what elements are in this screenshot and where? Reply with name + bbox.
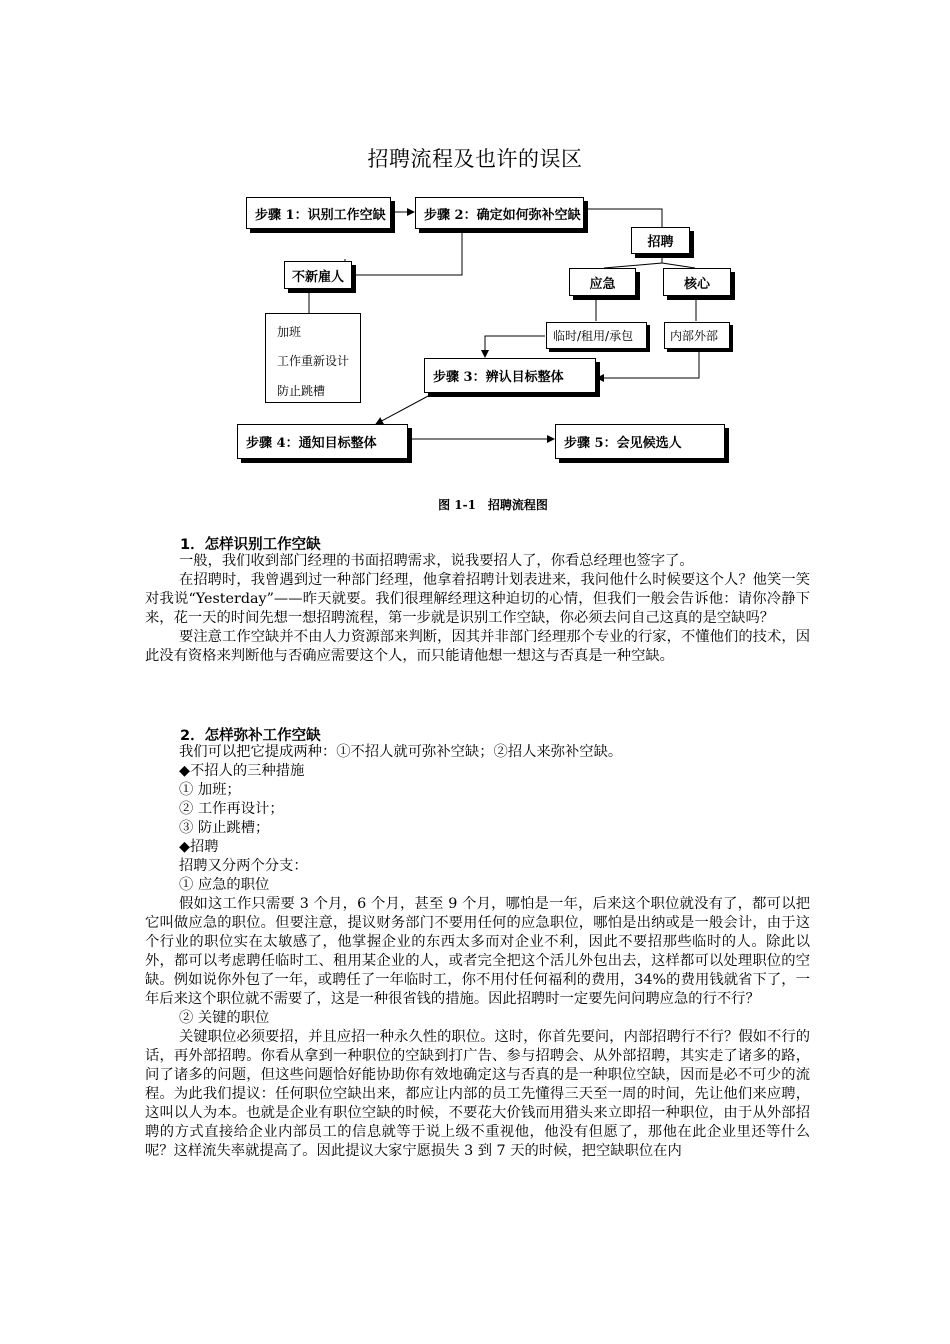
section2-line: ① 加班；	[179, 782, 241, 798]
section1-body	[145, 552, 810, 666]
arrow-emergency-sub-to-step3	[485, 336, 545, 357]
no-hire-options-list	[265, 313, 361, 403]
core-sub-box: 内部外部	[664, 322, 730, 349]
section2-body	[145, 743, 810, 1161]
section1-heading: 1．怎样识别工作空缺	[180, 537, 321, 553]
section2-paragraph-emergency: 假如这工作只需要 3 个月，6 个月，甚至 9 个月，哪怕是一年，后来这个职位就没有了，都可以把它叫做应急的职位。但要注意，提议财务部门不要用任何的应急职位，哪怕是出纳或是一般会计，由于这个行业的职位实在太敏感了，他掌握企业的东西太多而对企业不利，因此不要招那些临时的人。除此以外，都可以考虑聘任临时工、租用某企业的人，或者完全把这个活儿外包出去，这样都可以处理职位的空缺。例如说你外包了一年，或聘任了一年临时工，你不用付任何福利的费用，34%的费用钱就省下了，一年后来这个职位就不需要了，这是一种很省钱的措施。因此招聘时一定要先问问聘应急的行不行？	[145, 896, 810, 1007]
step5-box: 步骤 5：会见候选人	[555, 424, 725, 459]
section2-line-key: ② 关键的职位	[179, 1010, 270, 1026]
section1-paragraph: 要注意工作空缺并不由人力资源部来判断，因其并非部门经理那个专业的行家，不懂他们的技术，因此没有资格来判断他与否确应需要这个人，而只能请他想一想这与否真是一种空缺。	[145, 629, 810, 664]
option-prevent-turnover: 防止跳槽	[277, 384, 326, 398]
section2-paragraph-key: 关键职位必须要招，并且应招一种永久性的职位。这时，你首先要问，内部招聘行不行？假如不行的话，再外部招聘。你看从拿到一种职位的空缺到打广告、参与招聘会、从外部招聘，其实走了诸多的路，问了诸多的问题，但这些问题恰好能协助你有效地确定这与否真的是一种职位空缺，因而是必不可少的流程。为此我们提议：任何职位空缺出来，都应让内部的员工先懂得三天至一周的时间，先让他们来应聘，这叫以人为本。也就是企业有职位空缺的时候，不要花大价钱而用猎头来立即招一种职位，由于从外部招聘的方式直接给企业内部员工的信息就等于说上级不重视他，他没有但愿了，那他在此企业里还等什么呢？这样流失率就提高了。因此提议大家宁愿损失 3 到 7 天的时候，把空缺职位在内	[145, 1029, 810, 1159]
arrow-step3-to-step4	[376, 395, 430, 424]
step2-box: 步骤 2：确定如何弥补空缺	[415, 197, 584, 229]
step3-box: 步骤 3：辨认目标整体	[424, 358, 596, 393]
option-overtime: 加班	[277, 325, 302, 339]
section1-paragraph: 在招聘时，我曾遇到过一种部门经理，他拿着招聘计划表进来，我问他什么时候要这个人？他笑一笑对我说“Yesterday”——昨天就要。我们很理解经理这种迫切的心情，但我们一般会告诉他：请你冷静下来，花一天的时间先想一想招聘流程，第一步就是识别工作空缺，你必须去问自己这真的是空缺吗？	[145, 572, 810, 626]
recruitment-flow-diagram	[0, 0, 950, 480]
document-title: 招聘流程及也许的误区	[367, 147, 583, 171]
option-job-redesign: 工作重新设计	[277, 354, 350, 368]
core-box: 核心	[663, 268, 731, 296]
section2-line: 招聘又分两个分支：	[179, 858, 308, 874]
step1-box: 步骤 1：识别工作空缺	[246, 197, 391, 229]
section2-line: ◆不招人的三种措施	[179, 763, 305, 779]
arrow-core-sub-to-step3	[597, 349, 699, 378]
diagram-connectors	[0, 0, 950, 480]
emergency-box: 应急	[569, 268, 636, 296]
line-step2-to-no-hire	[345, 229, 462, 275]
recruit-box: 招聘	[631, 227, 690, 254]
section1-paragraph: 一般，我们收到部门经理的书面招聘需求，说我要招人了，你看总经理也签字了。	[179, 553, 694, 569]
section2-line: ◆招聘	[179, 839, 219, 855]
line-recruit-to-emergency	[604, 252, 662, 268]
emergency-sub-box: 临时/租用/承包	[546, 322, 647, 349]
section2-line: ① 应急的职位	[179, 877, 270, 893]
section2-line: ② 工作再设计；	[179, 801, 284, 817]
no-hire-box: 不新雇人	[284, 261, 352, 289]
section2-line: ③ 防止跳槽；	[179, 820, 270, 836]
section2-heading: 2．怎样弥补工作空缺	[180, 728, 321, 744]
line-step2-to-recruit	[584, 209, 662, 227]
figure-caption: 图 1-1 招聘流程图	[438, 498, 548, 512]
section2-line: 我们可以把它提成两种：①不招人就可弥补空缺；②招人来弥补空缺。	[179, 744, 623, 760]
step4-box: 步骤 4：通知目标整体	[237, 424, 408, 459]
